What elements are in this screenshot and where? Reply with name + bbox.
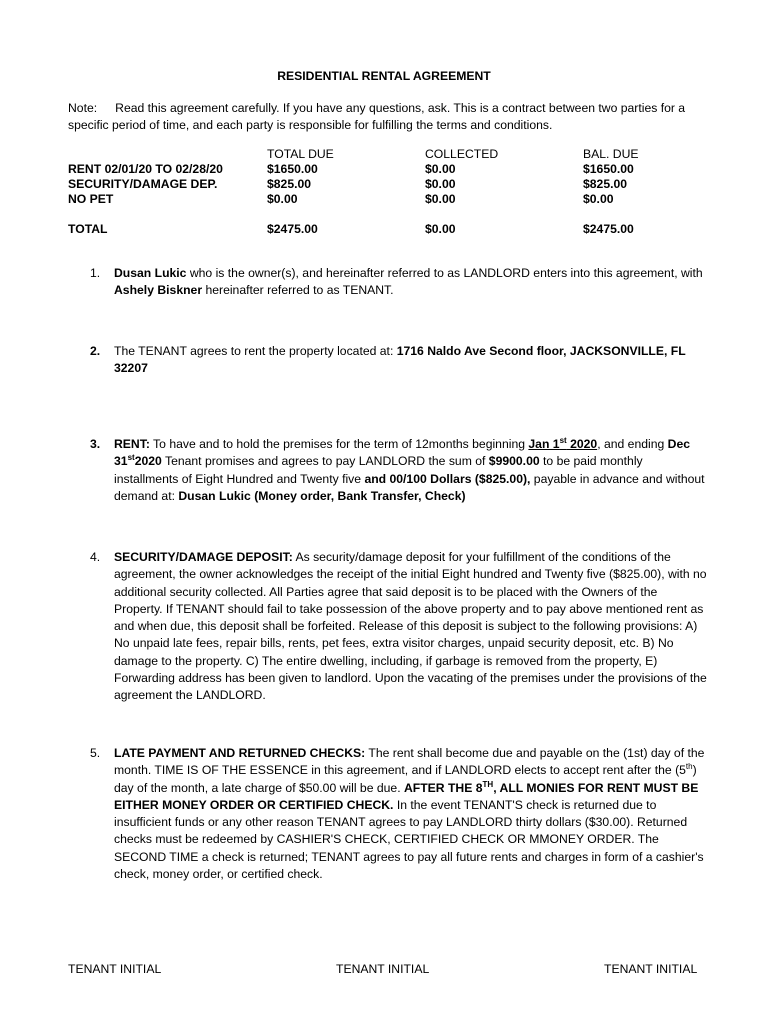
header-cell — [66, 147, 265, 162]
clause-1 — [68, 265, 708, 300]
date-suffix: st — [559, 435, 567, 445]
rent-sum: $9900.00 — [488, 454, 540, 469]
row-label: RENT 02/01/20 TO 02/28/20 — [68, 162, 223, 176]
clause-number: 3. — [90, 437, 101, 451]
date-part: Jan 1 — [528, 437, 560, 451]
header-cell: BAL. DUE — [583, 147, 639, 161]
clause-segment: The TENANT agrees to rent the property located at: — [114, 344, 397, 358]
clause-segment: ) day of the month, a late charge of $50.00 will be due. — [114, 763, 697, 795]
clause-4 — [68, 549, 708, 705]
clause-segment: , and ending — [597, 437, 668, 451]
ordinal-suffix: TH — [482, 779, 494, 789]
clause-segment: Tenant promises and agrees to pay LANDLORD the sum of — [161, 454, 489, 469]
header-cell: TOTAL DUE — [267, 147, 334, 161]
clause-segment: to be paid monthly installments of Eight Hundred and Twenty five — [114, 454, 643, 486]
total-cell: $2475.00 — [267, 222, 318, 236]
clause-label: SECURITY/DAMAGE DEPOSIT: — [114, 550, 293, 564]
table-row — [66, 192, 705, 207]
table-row — [66, 177, 705, 192]
clause-segment: In the event TENANT'S check is returned due to insufficient funds or any other reason TENANT agrees to pay LANDLORD thirty dollars ($30.00). Returned checks must be redeemed by CASHIER'S CHECK, CERTIFIED CHECK OR MMONEY ORDER. The SECOND TIME a check is returned; TENANT agrees to pay all future rents and charges in form of a cashier's check, money order, or certified check. — [114, 797, 704, 882]
date-part: 2020 — [566, 437, 598, 451]
table-row — [66, 162, 705, 177]
clause-5 — [68, 745, 708, 883]
clause-number: 1. — [90, 266, 101, 280]
clause-segment: hereinafter referred to as TENANT. — [202, 283, 394, 298]
clause-text — [114, 745, 708, 883]
clause-label: RENT: — [114, 437, 150, 451]
clause-segment: The rent shall become due and payable on the (1st) day of the month. TIME IS OF THE ESSENCE in this agreement, and if LANDLORD elects to accept rent after the (5 — [114, 746, 705, 778]
table-cell: $825.00 — [267, 177, 312, 191]
fees-table — [66, 147, 705, 237]
notice-part: , ALL MONIES FOR RENT MUST BE EITHER MONEY ORDER OR CERTIFIED CHECK. — [114, 780, 699, 812]
clause-segment: who is the owner(s), and hereinafter referred to as LANDLORD enters into this agreement, with — [186, 266, 703, 280]
clause-2 — [68, 343, 708, 378]
row-label: TOTAL — [68, 222, 108, 236]
table-cell: $0.00 — [425, 177, 456, 191]
tenant-name: Ashely Biskner — [114, 283, 203, 298]
tenant-initial-1: TENANT INITIAL — [68, 962, 162, 976]
notice-part: AFTER THE 8 — [403, 780, 483, 795]
clause-text — [114, 343, 708, 378]
tenant-initial-3: TENANT INITIAL — [604, 962, 698, 976]
total-cell: $2475.00 — [583, 222, 634, 236]
document-title: RESIDENTIAL RENTAL AGREEMENT — [277, 69, 491, 83]
fees-header-row — [66, 147, 705, 162]
owner-name: Dusan Lukic — [114, 266, 187, 280]
tenant-initial-2: TENANT INITIAL — [336, 962, 430, 976]
note-text: Read this agreement carefully. If you have any questions, ask. This is a contract between two parties for a specific period of time, and each party is responsible for fulfilling the terms and conditions. — [68, 101, 686, 132]
note-label: Note: — [68, 101, 98, 115]
note-paragraph — [68, 100, 708, 134]
clause-label: LATE PAYMENT AND RETURNED CHECKS: — [114, 746, 366, 760]
clause-number: 2. — [90, 344, 101, 358]
clause-segment: payable in advance and without demand at: — [114, 471, 705, 503]
clause-text — [114, 549, 708, 705]
header-cell: COLLECTED — [425, 147, 499, 161]
payment-method: Dusan Lukic (Money order, Bank Transfer, Check) — [178, 488, 466, 503]
table-cell: $825.00 — [583, 177, 628, 191]
table-cell: $0.00 — [425, 192, 456, 206]
start-date — [528, 437, 597, 451]
clause-text — [114, 436, 708, 505]
clause-number: 4. — [90, 550, 101, 564]
clause-segment: . Upon the vacating of the premises under the provisions of the agreement the LANDLORD. — [114, 671, 707, 703]
date-part: 2020 — [134, 454, 162, 469]
clause-text — [114, 265, 708, 300]
table-cell: $0.00 — [425, 162, 456, 176]
table-cell: $1650.00 — [267, 162, 318, 176]
row-label: SECURITY/DAMAGE DEP. — [68, 177, 218, 191]
clause-3 — [68, 436, 708, 505]
ordinal-suffix: th — [685, 762, 693, 772]
date-suffix: st — [127, 453, 135, 463]
monthly-amount: and 00/100 Dollars ($825.00), — [364, 471, 531, 486]
clause-segment: To have and to hold the premises for the term of 12months beginning — [149, 437, 529, 451]
total-cell: $0.00 — [425, 222, 456, 236]
date-part: Dec 31 — [114, 437, 691, 469]
clause-segment: As security/damage deposit for your fulfillment of the conditions of the agreement, the owner acknowledges the receipt of the initial Eight hundred and Twenty five ($825.00), with no additional security collected. All Parties agree that said deposit is to be placed with the Owners of the Property. If TENANT should fail to take possession of the above property and to pay above mentioned rent as and when due, this deposit shall be forfeited. Release of this deposit is subject to the following provisions: A) No unpaid late fees, repair bills, rents, pet fees, extra visitor charges, unpaid security deposit, etc. B) No damage to the property. C) The entire dwelling, including, if garbage is removed from the property, E) Forwarding address has been given to landlord — [114, 550, 707, 686]
total-row — [66, 222, 705, 237]
table-cell: $0.00 — [583, 192, 614, 206]
row-label: NO PET — [68, 192, 114, 206]
table-cell: $1650.00 — [583, 162, 634, 176]
clause-number: 5. — [90, 746, 101, 760]
property-address: 1716 Naldo Ave Second floor, JACKSONVILLE, FL 32207 — [114, 344, 686, 376]
table-cell: $0.00 — [267, 192, 298, 206]
spacer-row — [66, 207, 705, 222]
